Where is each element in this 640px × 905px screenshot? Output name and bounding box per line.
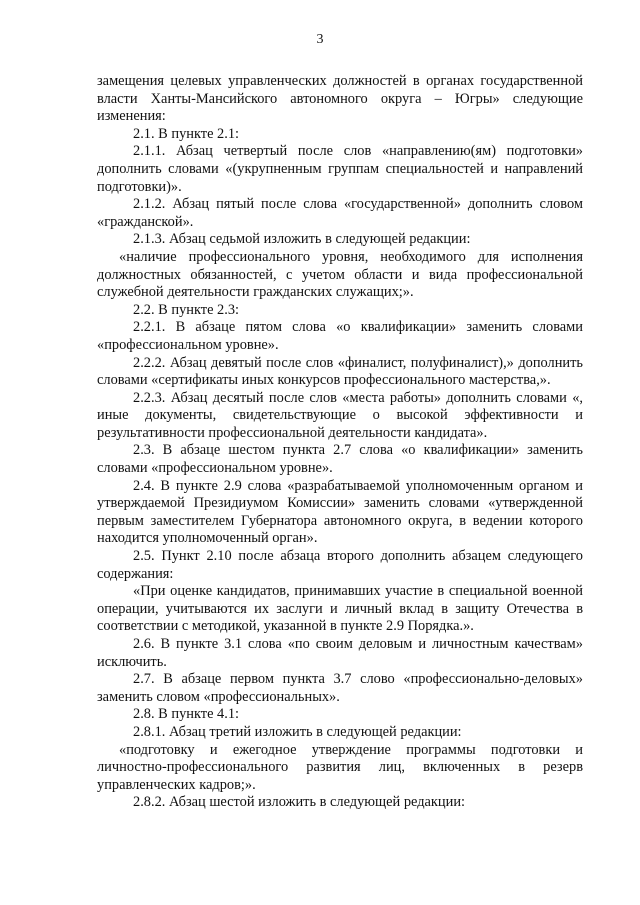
paragraph: 2.8.2. Абзац шестой изложить в следующей редакции:: [133, 794, 466, 811]
paragraph: «При оценке кандидатов, принимавших участие в специальной военной операции, учитываются их заслуги и личный вклад в защиту Отечества в соответствии с методикой, указанной в пункте 2.9 Порядка.».: [97, 583, 583, 635]
paragraph: замещения целевых управленческих должностей в органах государственной власти Ханты-Мансийского автономного округа – Югры» следующие изменения:: [97, 73, 583, 125]
document-body: [97, 73, 583, 812]
paragraph: 2.2.3. Абзац десятый после слов «места работы» дополнить словами «, иные документы, свидетельствующие о высокой эффективности и результативности профессиональной деятельности кандидата».: [97, 389, 583, 441]
paragraph: 2.2. В пункте 2.3:: [133, 301, 240, 318]
paragraph: 2.1.3. Абзац седьмой изложить в следующей редакции:: [133, 231, 471, 248]
paragraph: 2.8. В пункте 4.1:: [133, 706, 240, 723]
paragraph: 2.1. В пункте 2.1:: [133, 125, 240, 142]
paragraph: 2.8.1. Абзац третий изложить в следующей редакции:: [133, 723, 462, 740]
paragraph: 2.1.2. Абзац пятый после слова «государственной» дополнить словом «гражданской».: [97, 196, 583, 230]
paragraph: 2.6. В пункте 3.1 слова «по своим деловым и личностным качествам» исключить.: [97, 636, 583, 670]
paragraph: 2.3. В абзаце шестом пункта 2.7 слова «о квалификации» заменить словами «профессиональном уровне».: [97, 442, 583, 477]
paragraph: 2.7. В абзаце первом пункта 3.7 слово «профессионально-деловых» заменить словом «профессиональных».: [97, 671, 583, 705]
paragraph: 2.2.2. Абзац девятый после слов «финалист, полуфиналист),» дополнить словами «сертификаты иных конкурсов профессионального мастерства,».: [97, 354, 583, 389]
paragraph: 2.4. В пункте 2.9 слова «разрабатываемой уполномоченным органом и утверждаемой Президиумом Комиссии» заменить словами «утвержденной первым заместителем Губернатора автономного округа, в ведении которого находится уполномоченный орган».: [97, 477, 583, 547]
paragraph: 2.1.1. Абзац четвертый после слов «направлению(ям) подготовки» дополнить словами «(укрупненным группам специальностей и направлений подготовки)».: [97, 143, 583, 195]
page-number: 3: [316, 32, 324, 47]
paragraph: «наличие профессионального уровня, необходимого для исполнения должностных обязанностей, с учетом области и вида профессиональной служебной деятельности гражданских служащих;».: [97, 248, 583, 301]
paragraph: «подготовку и ежегодное утверждение программы подготовки и личностно-профессионального развития лиц, включенных в резерв управленческих кадров;».: [97, 741, 583, 793]
paragraph: 2.5. Пункт 2.10 после абзаца второго дополнить абзацем следующего содержания:: [97, 548, 583, 582]
paragraph: 2.2.1. В абзаце пятом слова «о квалификации» заменить словами «профессиональном уровне».: [97, 319, 583, 353]
